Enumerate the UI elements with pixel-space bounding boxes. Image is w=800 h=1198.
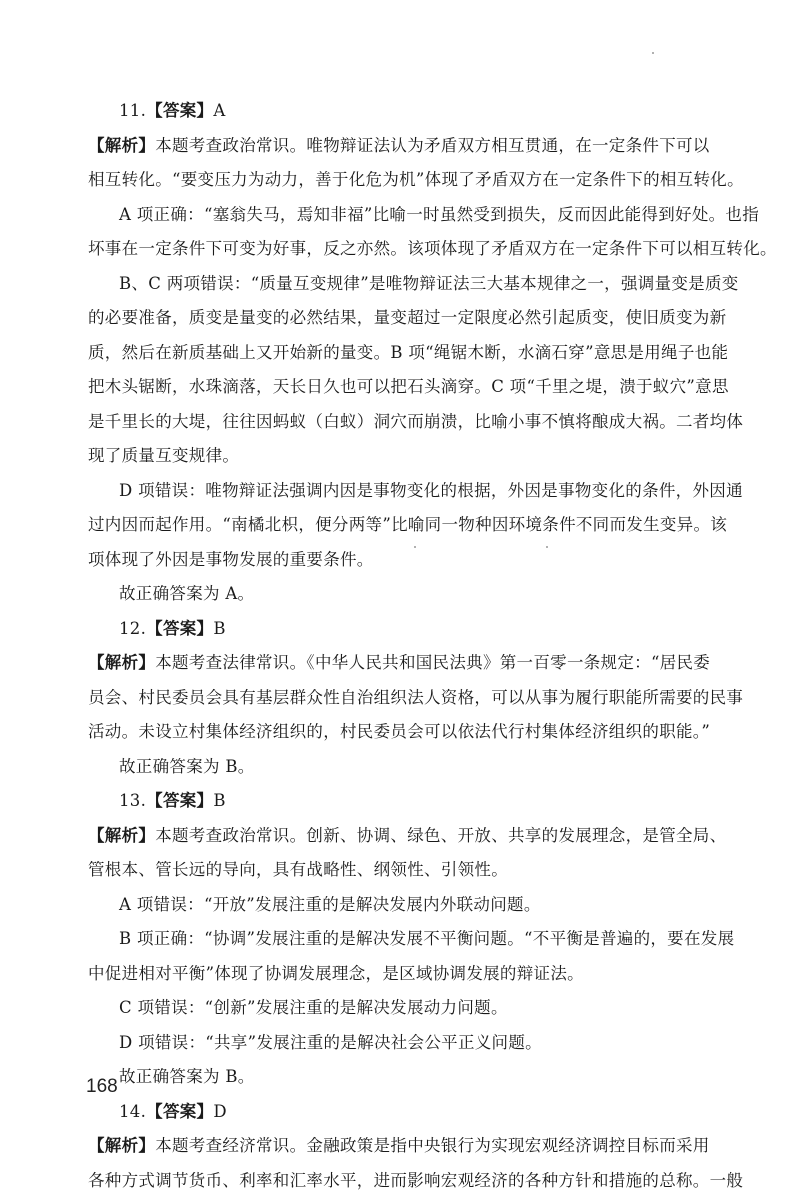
q13-analysis-line-1: 【解析】本题考查政治常识。创新、协调、绿色、开放、共享的发展理念，是管全局、 <box>88 819 718 854</box>
q12-number: 12. <box>119 619 146 638</box>
q11-answer-line <box>88 94 718 129</box>
q13-option-b-line-2: 中促进相对平衡”体现了协调发展理念，是区域协调发展的辩证法。 <box>88 957 718 992</box>
q11-option-bc-line-3: 质，然后在新质基础上又开始新的量变。B 项“绳锯木断，水滴石穿”意思是用绳子也能 <box>88 336 718 371</box>
q11-analysis-line-1: 【解析】本题考查政治常识。唯物辩证法认为矛盾双方相互贯通，在一定条件下可以 <box>88 129 718 164</box>
q11-analysis-line-2: 相互转化。“要变压力为动力，善于化危为机”体现了矛盾双方在一定条件下的相互转化。 <box>88 163 718 198</box>
q14-answer-label: 【答案】 <box>146 1102 213 1121</box>
q11-option-bc-line-4: 把木头锯断，水珠滴落，天长日久也可以把石头滴穿。C 项“千里之堤，溃于蚁穴”意思 <box>88 370 718 405</box>
q13-analysis-label: 【解析】 <box>88 826 155 845</box>
q12-analysis-line-3: 活动。未设立村集体经济组织的，村民委员会可以依法代行村集体经济组织的职能。” <box>88 715 718 750</box>
q11-option-bc-line-2: 的必要准备，质变是量变的必然结果，量变超过一定限度必然引起质变，使旧质变为新 <box>88 301 718 336</box>
q12-answer: B <box>213 619 225 638</box>
q13-answer: B <box>213 791 225 810</box>
q12-conclusion: 故正确答案为 B。 <box>88 750 718 785</box>
q13-conclusion: 故正确答案为 B。 <box>88 1060 718 1095</box>
q11-conclusion: 故正确答案为 A。 <box>88 577 718 612</box>
q14-analysis-label: 【解析】 <box>88 1136 155 1155</box>
q11-option-bc-line-6: 现了质量互变规律。 <box>88 439 718 474</box>
q13-answer-label: 【答案】 <box>146 791 213 810</box>
q14-analysis-line-2: 各种方式调节货币、利率和汇率水平，进而影响宏观经济的各种方针和措施的总称。一般 <box>88 1164 718 1198</box>
q11-option-bc-line-5: 是千里长的大堤，往往因蚂蚁（白蚁）洞穴而崩溃，比喻小事不慎将酿成大祸。二者均体 <box>88 405 718 440</box>
q14-analysis-line-1: 【解析】本题考查经济常识。金融政策是指中央银行为实现宏观经济调控目标而采用 <box>88 1129 718 1164</box>
scan-speck <box>414 546 416 548</box>
q12-analysis-line-1: 【解析】本题考查法律常识。《中华人民共和国民法典》第一百零一条规定：“居民委 <box>88 646 718 681</box>
scan-speck <box>546 546 548 548</box>
q11-option-a-line-2: 坏事在一定条件下可变为好事，反之亦然。该项体现了矛盾双方在一定条件下可以相互转化。 <box>88 232 718 267</box>
q12-answer-label: 【答案】 <box>146 619 213 638</box>
scan-speck <box>652 52 654 54</box>
answer-explanations <box>88 94 718 1198</box>
q13-option-c: C 项错误：“创新”发展注重的是解决发展动力问题。 <box>88 991 718 1026</box>
q12-analysis-line-2: 员会、村民委员会具有基层群众性自治组织法人资格，可以从事为履行职能所需要的民事 <box>88 681 718 716</box>
q13-option-d: D 项错误：“共享”发展注重的是解决社会公平正义问题。 <box>88 1026 718 1061</box>
q11-option-d-line-1: D 项错误：唯物辩证法强调内因是事物变化的根据，外因是事物变化的条件，外因通 <box>88 474 718 509</box>
q11-answer-label: 【答案】 <box>146 101 213 120</box>
q13-option-a: A 项错误：“开放”发展注重的是解决发展内外联动问题。 <box>88 888 718 923</box>
q13-number: 13. <box>119 791 146 810</box>
q14-number: 14. <box>119 1102 146 1121</box>
q12-answer-line <box>88 612 718 647</box>
q13-analysis-line-2: 管根本、管长远的导向，具有战略性、纲领性、引领性。 <box>88 853 718 888</box>
q12-analysis-label: 【解析】 <box>88 653 155 672</box>
q13-answer-line <box>88 784 718 819</box>
q11-analysis-label: 【解析】 <box>88 136 155 155</box>
q11-option-d-line-3: 项体现了外因是事物发展的重要条件。 <box>88 543 718 578</box>
page-number: 168 <box>86 1076 118 1098</box>
q11-answer: A <box>213 101 225 120</box>
q13-option-b-line-1: B 项正确：“协调”发展注重的是解决发展不平衡问题。“不平衡是普遍的，要在发展 <box>88 922 718 957</box>
q11-number: 11. <box>119 101 146 120</box>
q14-answer: D <box>213 1102 227 1121</box>
q14-answer-line <box>88 1095 718 1130</box>
q11-option-bc-line-1: B、C 两项错误：“质量互变规律”是唯物辩证法三大基本规律之一，强调量变是质变 <box>88 267 718 302</box>
q11-option-d-line-2: 过内因而起作用。“南橘北枳，便分两等”比喻同一物种因环境条件不同而发生变异。该 <box>88 508 718 543</box>
q11-option-a-line-1: A 项正确：“塞翁失马，焉知非福”比喻一时虽然受到损失，反而因此能得到好处。也指 <box>88 198 718 233</box>
